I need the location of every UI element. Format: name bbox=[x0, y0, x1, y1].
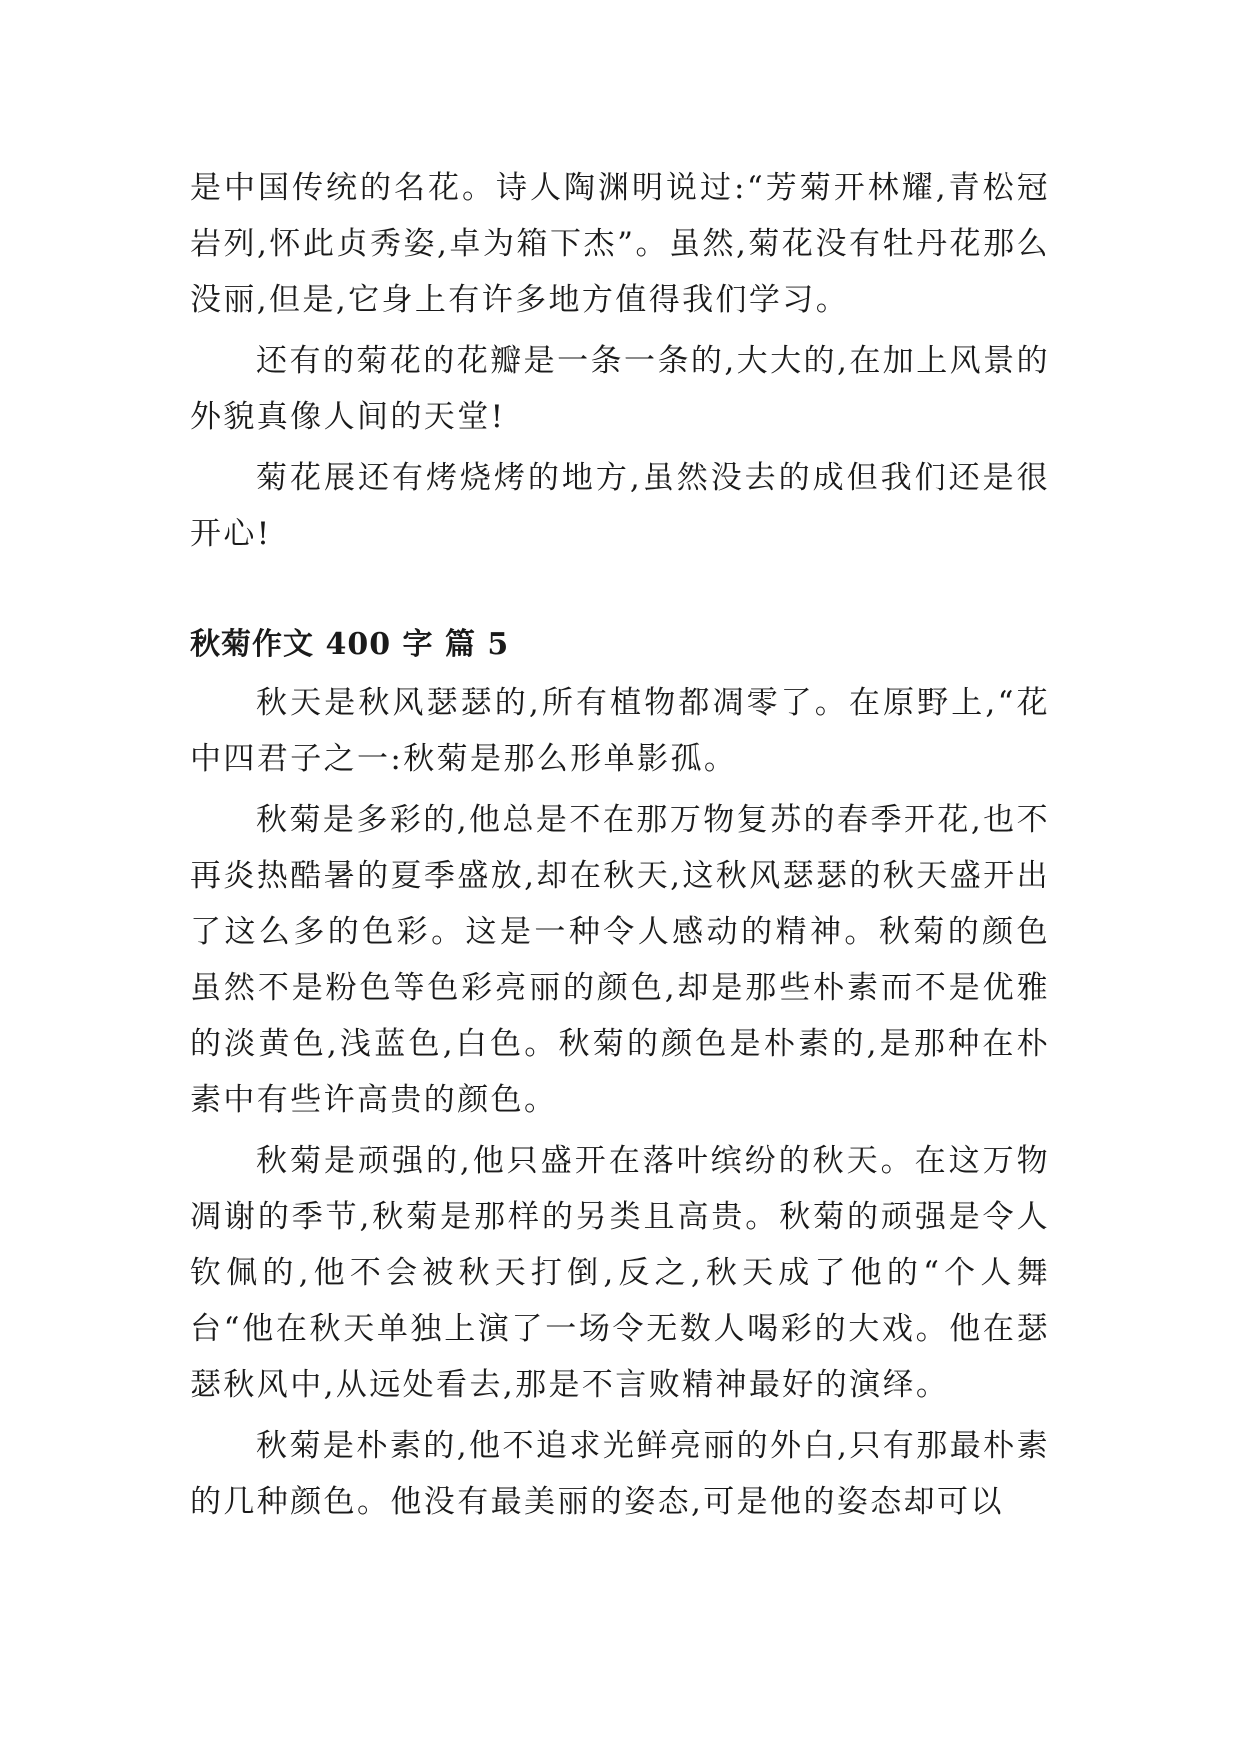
paragraph-autumn-wind: 秋天是秋风瑟瑟的,所有植物都凋零了。在原野上,“花中四君子之一:秋菊是那么形单影孤。 bbox=[190, 685, 1050, 777]
paragraph-petals: 还有的菊花的花瓣是一条一条的,大大的,在加上风景的外貌真像人间的天堂! bbox=[190, 343, 1050, 435]
paragraph-plain: 秋菊是朴素的,他不追求光鲜亮丽的外白,只有那最朴素的几种颜色。他没有最美丽的姿态,可是他的姿态却可以 bbox=[190, 1428, 1050, 1520]
paragraph-colorful: 秋菊是多彩的,他总是不在那万物复苏的春季开花,也不再炎热酷暑的夏季盛放,却在秋天,这秋风瑟瑟的秋天盛开出了这么多的色彩。这是一种令人感动的精神。秋菊的颜色虽然不是粉色等色彩亮丽的颜色,却是那些朴素而不是优雅的淡黄色,浅蓝色,白色。秋菊的颜色是朴素的,是那种在朴素中有些许高贵的颜色。 bbox=[190, 802, 1050, 1118]
section-title: 秋菊作文 400 字 篇 5 bbox=[190, 627, 510, 662]
paragraph-continued: 是中国传统的名花。诗人陶渊明说过:“芳菊开林耀,青松冠岩列,怀此贞秀姿,卓为箱下杰”。虽然,菊花没有牡丹花那么没丽,但是,它身上有许多地方值得我们学习。 bbox=[190, 170, 1050, 318]
paragraph-barbecue: 菊花展还有烤烧烤的地方,虽然没去的成但我们还是很开心! bbox=[190, 460, 1050, 552]
paragraph-tenacious: 秋菊是顽强的,他只盛开在落叶缤纷的秋天。在这万物凋谢的季节,秋菊是那样的另类且高贵。秋菊的顽强是令人钦佩的,他不会被秋天打倒,反之,秋天成了他的“个人舞台“他在秋天单独上演了一场令无数人喝彩的大戏。他在瑟瑟秋风中,从远处看去,那是不言败精神最好的演绎。 bbox=[190, 1143, 1050, 1403]
document-page bbox=[190, 160, 1050, 1530]
